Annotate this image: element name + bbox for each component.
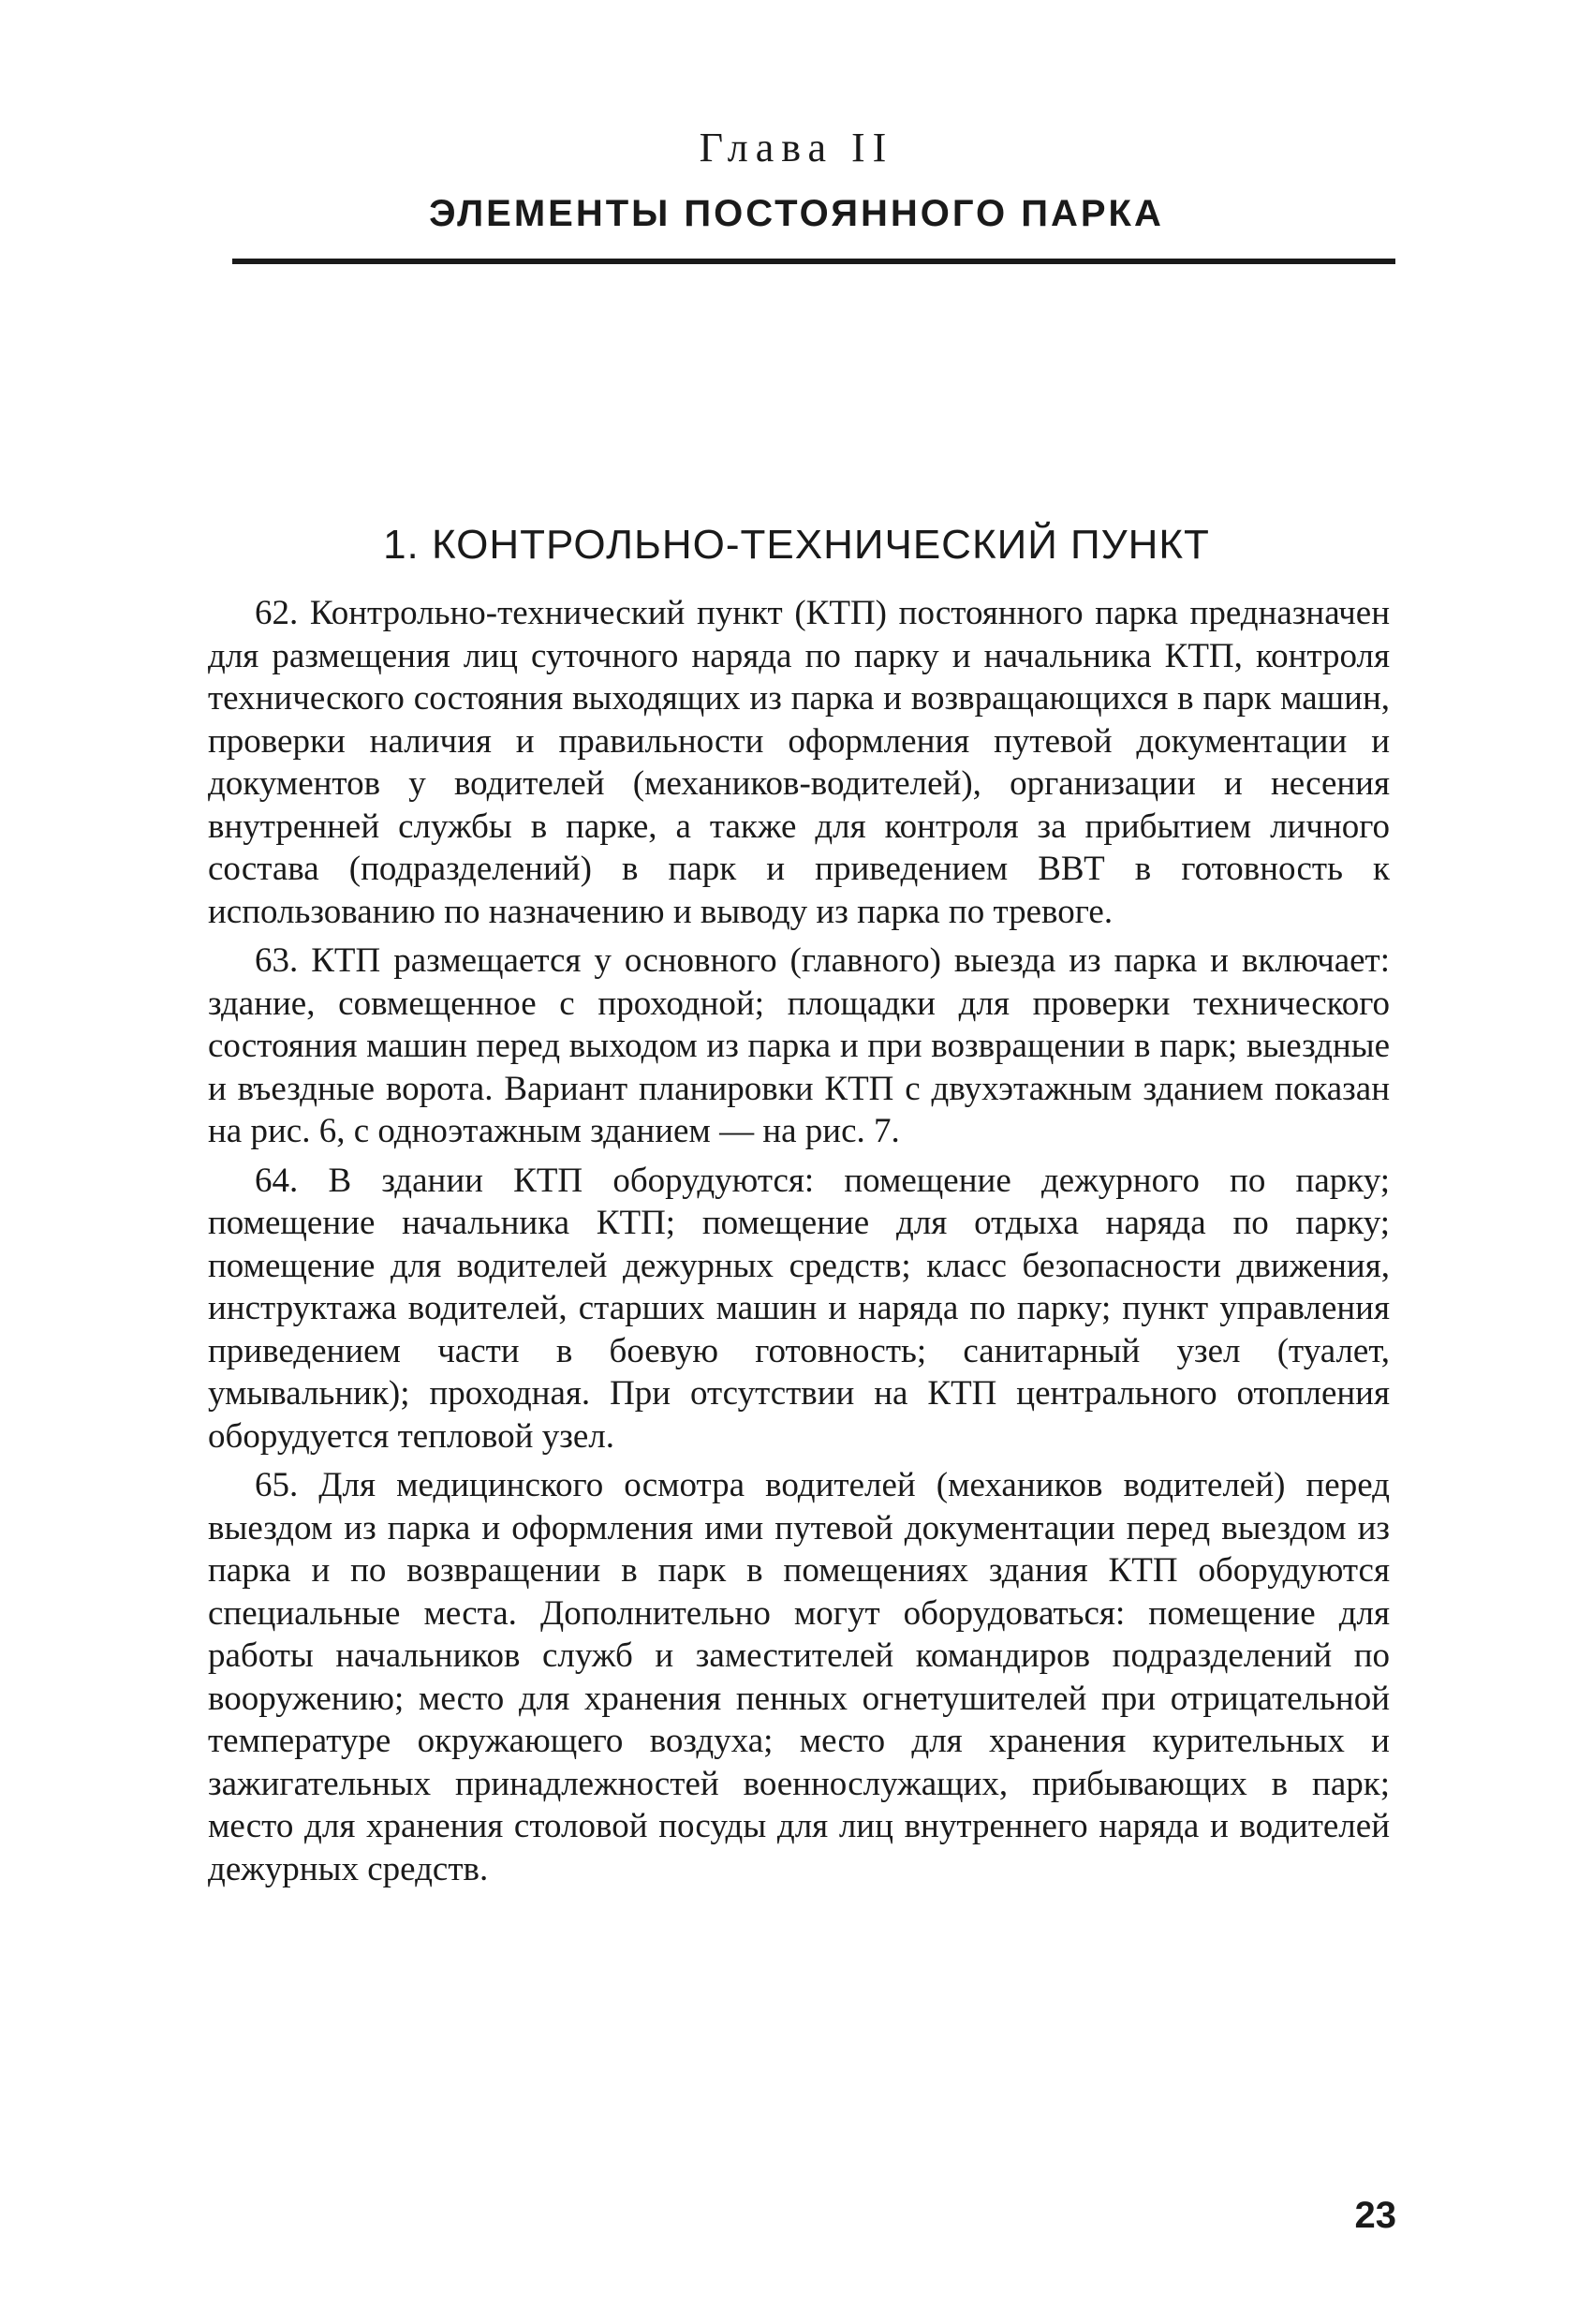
section-title: 1. КОНТРОЛЬНО-ТЕХНИЧЕСКИЙ ПУНКТ: [383, 522, 1210, 568]
chapter-divider: [232, 259, 1395, 264]
chapter-label: Глава II: [699, 125, 894, 170]
paragraph-64: 64. В здании КТП оборудуются: помещение дежурного по парку; помещение начальника КТП; помещение для отдыха наряда по парку; помещение для водителей дежурных средств; класс безопасности движения, инструктажа водителей, старших машин и наряда по парку; пункт управления приведением части в боевую готовность; санитарный узел (туалет, умывальник); проходная. При отсутствии на КТП центрального отопления оборудуется тепловой узел.: [208, 1161, 1390, 1456]
paragraph-63: 63. КТП размещается у основного (главного) выезда из парка и включает: здание, совмещенное с проходной; площадки для проверки технического состояния машин перед выходом из парка и при возвращении в парк; выездные и въездные ворота. Вариант планировки КТП с двухэтажным зданием показан на рис. 6, с одноэтажным зданием — на рис. 7.: [208, 941, 1390, 1150]
chapter-title: ЭЛЕМЕНТЫ ПОСТОЯННОГО ПАРКА: [429, 193, 1164, 234]
page-number: 23: [1354, 2195, 1396, 2236]
body-text: [208, 592, 1390, 1897]
paragraph-62: 62. Контрольно-технический пункт (КТП) постоянного парка предназначен для размещения лиц суточного наряда по парку и начальника КТП, контроля технического состояния выходящих из парка и возвращающихся в парк машин, проверки наличия и правильности оформления путевой документации и документов у водителей (механиков-водителей), организации и несения внутренней службы в парке, а также для контроля за прибытием личного состава (подразделений) в парк и приведением ВВТ в готовность к использованию по назначению и выводу из парка по тревоге.: [208, 594, 1390, 931]
paragraph-65: 65. Для медицинского осмотра водителей (механиков водителей) перед выездом из парка и оформления ими путевой документации перед выездом из парка и по возвращении в парк в помещениях здания КТП оборудуются специальные места. Дополнительно могут оборудоваться: помещение для работы начальников служб и заместителей командиров подразделений по вооружению; место для хранения пенных огнетушителей при отрицательной температуре окружающего воздуха; место для хранения курительных и зажигательных принадлежностей военнослужащих, прибывающих в парк; место для хранения столовой посуды для лиц внутреннего наряда и водителей дежурных средств.: [208, 1466, 1390, 1888]
